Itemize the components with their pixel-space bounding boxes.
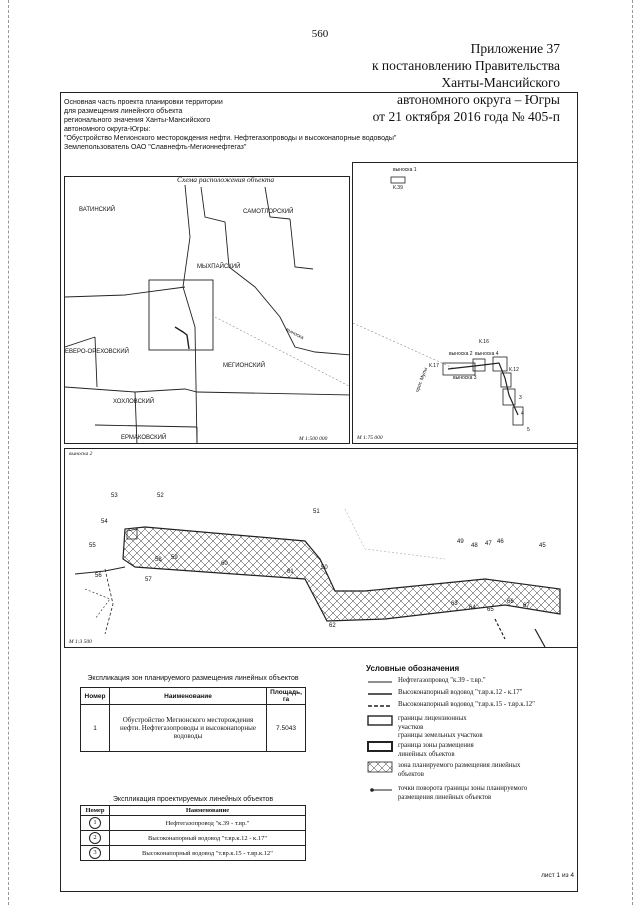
map-scale: М 1:500 000 [299,436,328,442]
table-cell: Высоконапорный водовод "т.вр.к.15 - т.вр.к.12" [110,846,306,861]
detail-label: 4 [521,411,524,417]
project-line: для размещения линейного объекта [64,108,183,115]
zones-table-title: Экспликация зон планируемого размещения линейных объектов [87,675,299,682]
project-line: "Обустройство Мегионского месторождения нефти. Нефтегазопроводы и высоконапорные водоводы" [64,135,397,142]
page-number: 560 [311,28,329,40]
point-label: 65 [487,607,494,613]
callout-map [64,448,578,648]
detail-label: 3 [519,395,522,401]
point-label: 53 [111,493,118,499]
region-label: ВАТИНСКИЙ [79,207,116,213]
table-cell [81,816,110,831]
point-label: 60 [221,561,228,567]
legend-item: зона планируемого размещения линейных объектов [398,762,521,778]
point-label: 45 [539,543,546,549]
project-description [64,98,544,152]
map-scale: М 1:75 000 [357,435,383,441]
detail-label: 5 [527,427,530,433]
table-header: Номер [81,688,110,705]
point-label: 61 [287,569,294,575]
objects-table-block [80,796,306,861]
objects-table [80,805,306,861]
point-label: 46 [497,539,504,545]
overview-map [64,176,350,444]
region-label: ЕРМАКОВСКИЙ [121,435,167,441]
legend [366,664,576,864]
region-label: МЫХПАЙСКИЙ [197,264,241,270]
legend-symbols [366,664,396,864]
table-header: Номер [81,806,110,816]
project-line: регионального значения Ханты-Мансийского [64,117,211,124]
legend-item: границы земельных участков [398,732,483,739]
detail-label: К.16 [479,339,489,345]
table-row [81,705,306,752]
legend-item: точки поворота границы зоны планируемого размещения линейных объектов [398,785,528,801]
legend-item: Высоконапорный водовод "т.вр.к.15 - т.вр.к.12" [398,701,535,708]
circled-number: 2 [89,832,101,844]
point-label: 64 [469,605,476,611]
detail-map [352,162,578,444]
point-label: 62 [329,623,336,629]
table-cell [81,846,110,861]
region-label: САМОТЛОРСКИЙ [243,209,294,215]
map-scale: М 1:3 500 [69,639,92,645]
circled-number: 3 [89,847,101,859]
table-header: Наименование [110,806,306,816]
detail-label: выноска 3 [453,375,477,381]
region-label: ЕВЕРО-ОРЕХОВСКИЙ [65,349,129,355]
point-label: 56 [95,573,102,579]
table-cell [81,831,110,846]
objects-table-title: Экспликация проектируемых линейных объектов [112,796,274,803]
project-line: Основная часть проекта планировки территории [64,99,223,106]
header-line: к постановлению Правительства [371,58,560,73]
point-label: 48 [471,543,478,549]
table-cell: 1 [81,705,110,752]
detail-label: прот. Мулы [414,366,430,394]
detail-label: выноска 2 [449,351,473,357]
point-label: 50 [321,565,328,571]
table-header: Площадь, га [267,688,306,705]
point-label: 58 [155,557,162,563]
table-header: Наименование [110,688,267,705]
zones-table [80,687,306,752]
point-label: 55 [89,543,96,549]
detail-label: выноска 4 [475,351,499,357]
detail-label: К.17 [429,363,439,369]
table-cell: 7.5043 [267,705,306,752]
overview-map-title: Схема расположения объекта [177,176,275,184]
callout-label: выноска [284,326,305,342]
point-label: 47 [485,541,492,547]
header-line: Приложение 37 [470,41,560,56]
region-label: МЕГИОНСКИЙ [223,363,266,369]
sheet-counter: лист 1 из 4 [541,872,574,879]
overview-map-lines [65,177,350,444]
legend-title: Условные обозначения [366,664,460,673]
header-line: от 21 октября 2016 года № 405-п [372,109,560,124]
point-label: 57 [145,577,152,583]
legend-item: граница зоны размещения линейных объектов [398,742,474,758]
table-row [81,846,306,861]
project-line: автономного округа-Югры: [64,126,151,133]
zones-table-block [80,674,306,752]
point-label: 67 [523,603,530,609]
point-label: 49 [457,539,464,545]
point-label: 59 [171,555,178,561]
point-label: 54 [101,519,108,525]
detail-label: К.39 [393,185,403,191]
legend-item: Высоконапорный водовод "т.вр.к.12 - к.17" [398,689,523,696]
callout-map-drawing [65,449,578,648]
table-cell: Нефтегазопровод "к.39 - т.вр." [110,816,306,831]
header-line: автономного округа – Югры [397,92,560,107]
header-line: Ханты-Мансийского [441,75,560,90]
region-label: ХОХЛОВСКИЙ [113,399,155,405]
point-label: 66 [507,599,514,605]
table-row [81,816,306,831]
detail-label: К.12 [509,367,519,373]
point-label: 52 [157,493,164,499]
table-cell: Обустройство Мегионского месторождения нефти. Нефтегазопроводы и высоконапорные водоводы [110,705,267,752]
table-row [81,831,306,846]
callout-map-title: выноска 2 [69,451,93,457]
point-label: 51 [313,509,320,515]
detail-map-lines [353,163,578,444]
point-label: 63 [451,601,458,607]
legend-item: границы лицензионных участков [398,715,467,731]
circled-number: 1 [89,817,101,829]
table-cell: Высоконапорный водовод "т.вр.к.12 - к.17" [110,831,306,846]
legend-item: Нефтегазопровод "к.39 - т.вр." [398,677,486,684]
project-line: Землепользователь ОАО "Славнефть-Мегионнефтегаз" [64,144,247,151]
detail-label: выноска 1 [393,167,417,173]
